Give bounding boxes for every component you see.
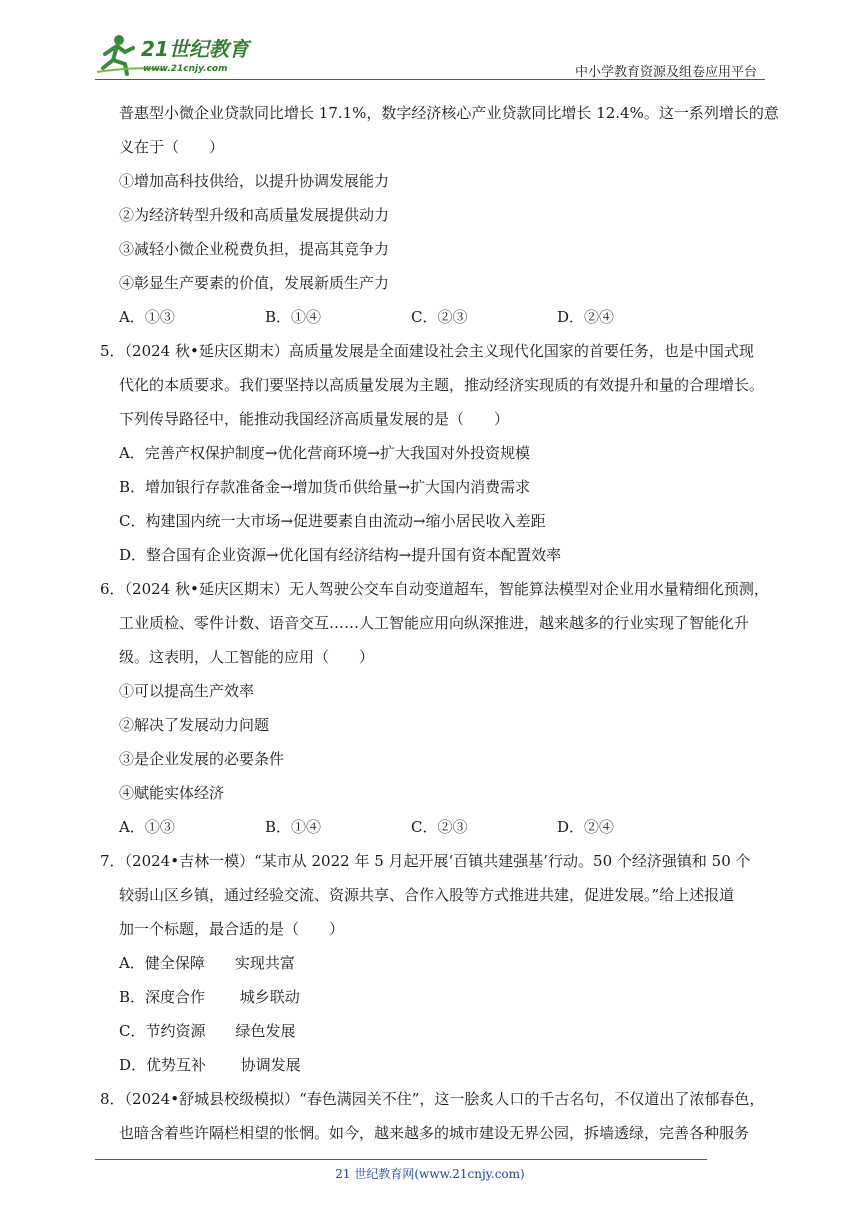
footer-divider — [95, 1159, 707, 1160]
text-line: A．完善产权保护制度→优化营商环境→扩大我国对外投资规模 — [119, 444, 530, 462]
text-line: B．深度合作 城乡联动 — [119, 988, 300, 1006]
answer-option: A．①③ — [119, 308, 175, 326]
answer-options-row — [100, 810, 765, 844]
logo-21cnjy — [95, 32, 265, 76]
text-line: 代化的本质要求。我们要坚持以高质量发展为主题，推动经济实现质的有效提升和量的合理增长。 — [119, 376, 765, 394]
answer-option: B．①④ — [265, 818, 322, 836]
footer-text: 21 世纪教育网(www.21cnjy.com) — [335, 1167, 525, 1181]
answer-option: D．②④ — [557, 308, 615, 326]
question-stem-line: 6．（2024 秋•延庆区期末）无人驾驶公交车自动变道超车，智能算法模型对企业用水量精细化预测， — [100, 580, 769, 598]
text-line: D．优势互补 协调发展 — [119, 1056, 301, 1074]
logo-main-text: 21世纪教育 — [141, 37, 249, 61]
header-divider — [95, 79, 765, 80]
answer-option: A．①③ — [119, 818, 175, 836]
answer-option: B．①④ — [265, 308, 322, 326]
text-line: 义在于（ ） — [119, 138, 225, 156]
platform-title: 中小学教育资源及组卷应用平台 — [574, 65, 757, 80]
logo-sub-text: www.21cnjy.com — [143, 64, 228, 74]
text-line: B．增加银行存款准备金→增加货币供给量→扩大国内消费需求 — [119, 478, 531, 496]
text-line: C．构建国内统一大市场→促进要素自由流动→缩小居民收入差距 — [119, 512, 546, 530]
text-line: 工业质检、零件计数、语音交互……人工智能应用向纵深推进，越来越多的行业实现了智能化升 — [119, 614, 750, 632]
text-line: 也暗含着些许隔栏相望的怅惘。如今，越来越多的城市建设无界公园，拆墙透绿，完善各种服务 — [119, 1124, 750, 1142]
text-line: ④赋能实体经济 — [119, 784, 225, 802]
question-stem-line: 8．（2024•舒城县校级模拟）“春色满园关不住”，这一脍炙人口的千古名句，不仅道出了浓郁春色， — [100, 1090, 765, 1108]
text-line: 普惠型小微企业贷款同比增长 17.1%，数字经济核心产业贷款同比增长 12.4%。这一系列增长的意 — [119, 104, 779, 122]
text-line: D．整合国有企业资源→优化国有经济结构→提升国有资本配置效率 — [119, 546, 562, 564]
answer-option: C．②③ — [411, 308, 468, 326]
question-stem-line: 5．（2024 秋•延庆区期末）高质量发展是全面建设社会主义现代化国家的首要任务，也是中国式现 — [100, 342, 754, 360]
text-line: A．健全保障 实现共富 — [119, 954, 295, 972]
question-stem-line: 7．（2024•吉林一模）“某市从 2022 年 5 月起开展‘百镇共建强基’行动。50 个经济强镇和 50 个 — [100, 852, 751, 870]
text-line: 较弱山区乡镇，通过经验交流、资源共享、合作入股等方式推进共建，促进发展。”给上述报道 — [119, 886, 735, 904]
text-line: 级。这表明，人工智能的应用（ ） — [119, 648, 375, 666]
text-line: 加一个标题，最合适的是（ ） — [119, 920, 345, 938]
text-line: ③是企业发展的必要条件 — [119, 750, 285, 768]
text-line: ①增加高科技供给，以提升协调发展能力 — [119, 172, 390, 190]
text-line: ①可以提高生产效率 — [119, 682, 255, 700]
answer-option: C．②③ — [411, 818, 468, 836]
answer-options-row — [100, 300, 765, 334]
question-body — [100, 96, 779, 1150]
text-line: ③减轻小微企业税费负担，提高其竞争力 — [119, 240, 390, 258]
answer-option: D．②④ — [557, 818, 615, 836]
text-line: 下列传导路径中，能推动我国经济高质量发展的是（ ） — [119, 410, 510, 428]
text-line: ④彰显生产要素的价值，发展新质生产力 — [119, 274, 390, 292]
page-header — [95, 28, 765, 78]
text-line: C．节约资源 绿色发展 — [119, 1022, 296, 1040]
text-line: ②为经济转型升级和高质量发展提供动力 — [119, 206, 390, 224]
text-line: ②解决了发展动力问题 — [119, 716, 270, 734]
